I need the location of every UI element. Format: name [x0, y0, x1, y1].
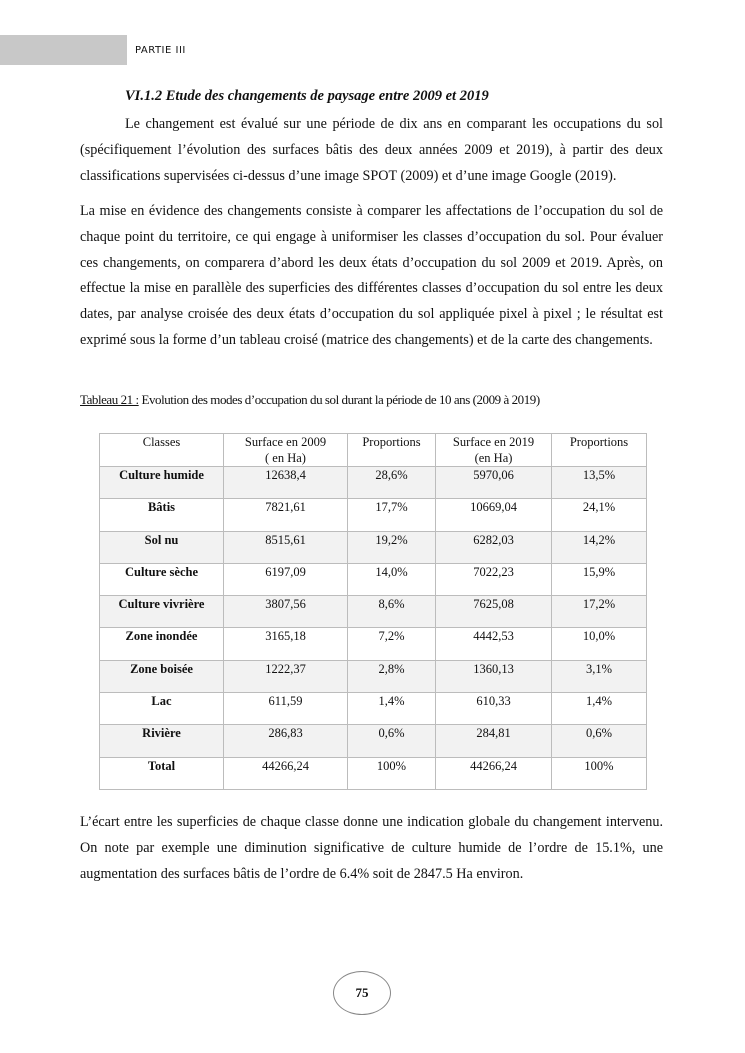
- table-row: [100, 660, 647, 692]
- value-cell: 2,8%: [348, 660, 436, 692]
- value-cell: 3165,18: [224, 628, 348, 660]
- column-header: Proportions: [348, 434, 436, 467]
- column-header: Proportions: [552, 434, 647, 467]
- paragraph-2: La mise en évidence des changements consiste à comparer les affectations de l’occupation du sol de chaque point du territoire, ce qui engage à uniformiser les classes d’occupation du sol. Pour évaluer ces changements, on comparera d’abord les deux états d’occupation du sol 2009 et 2019. Après, on effectue la mise en parallèle des superficies des différentes classes d’occupation du sol entre les deux dates, par analyse croisée des deux états d’occupation du sol appliquée pixel à pixel ; le résultat est exprimé sous la forme d’un tableau croisé (matrice des changements) et de la carte des changements.: [80, 203, 663, 348]
- value-cell: 284,81: [436, 725, 552, 757]
- paragraph-3: L’écart entre les superficies de chaque classe donne une indication globale du changement intervenu. On note par exemple une diminution significative de culture humide de l’ordre de 15.1%, une augmentation des surfaces bâtis de l’ordre de 6.4% soit de 2847.5 Ha environ.: [80, 814, 663, 882]
- class-name-cell: Rivière: [100, 725, 224, 757]
- table-row: [100, 531, 647, 563]
- value-cell: 8515,61: [224, 531, 348, 563]
- class-name-cell: Sol nu: [100, 531, 224, 563]
- table-row: [100, 628, 647, 660]
- value-cell: 100%: [552, 757, 647, 789]
- table-row: [100, 596, 647, 628]
- value-cell: 7625,08: [436, 596, 552, 628]
- class-name-cell: Culture humide: [100, 467, 224, 499]
- value-cell: 611,59: [224, 693, 348, 725]
- table-row: [100, 725, 647, 757]
- table-caption-label: Tableau 21 :: [80, 392, 139, 407]
- value-cell: 14,0%: [348, 563, 436, 595]
- column-header: Classes: [100, 434, 224, 467]
- column-header: Surface en 2009 ( en Ha): [224, 434, 348, 467]
- value-cell: 0,6%: [348, 725, 436, 757]
- table-caption: [80, 392, 680, 408]
- table-body: [100, 467, 647, 790]
- value-cell: 15,9%: [552, 563, 647, 595]
- value-cell: 10669,04: [436, 499, 552, 531]
- value-cell: 8,6%: [348, 596, 436, 628]
- value-cell: 12638,4: [224, 467, 348, 499]
- table-row: [100, 757, 647, 789]
- class-name-cell: Lac: [100, 693, 224, 725]
- land-use-table: [99, 433, 647, 790]
- class-name-cell: Culture vivrière: [100, 596, 224, 628]
- value-cell: 1222,37: [224, 660, 348, 692]
- value-cell: 1,4%: [348, 693, 436, 725]
- table-row: [100, 499, 647, 531]
- value-cell: 13,5%: [552, 467, 647, 499]
- value-cell: 7821,61: [224, 499, 348, 531]
- class-name-cell: Culture sèche: [100, 563, 224, 595]
- value-cell: 10,0%: [552, 628, 647, 660]
- table-row: [100, 563, 647, 595]
- value-cell: 3,1%: [552, 660, 647, 692]
- value-cell: 0,6%: [552, 725, 647, 757]
- page-number-text: 75: [355, 985, 369, 1000]
- class-name-cell: Total: [100, 757, 224, 789]
- value-cell: 17,2%: [552, 596, 647, 628]
- value-cell: 14,2%: [552, 531, 647, 563]
- value-cell: 100%: [348, 757, 436, 789]
- value-cell: 28,6%: [348, 467, 436, 499]
- value-cell: 7,2%: [348, 628, 436, 660]
- value-cell: 44266,24: [436, 757, 552, 789]
- class-name-cell: Zone inondée: [100, 628, 224, 660]
- value-cell: 3807,56: [224, 596, 348, 628]
- table-row: [100, 467, 647, 499]
- value-cell: 5970,06: [436, 467, 552, 499]
- part-header-label: PARTIE III: [135, 45, 186, 56]
- table-row: [100, 693, 647, 725]
- value-cell: 7022,23: [436, 563, 552, 595]
- page-number: [333, 971, 391, 1015]
- value-cell: 17,7%: [348, 499, 436, 531]
- value-cell: 44266,24: [224, 757, 348, 789]
- value-cell: 1360,13: [436, 660, 552, 692]
- value-cell: 19,2%: [348, 531, 436, 563]
- value-cell: 610,33: [436, 693, 552, 725]
- value-cell: 6282,03: [436, 531, 552, 563]
- section-title: VI.1.2 Etude des changements de paysage entre 2009 et 2019: [125, 88, 489, 104]
- table-caption-text: Evolution des modes d’occupation du sol durant la période de 10 ans (2009 à 2019): [138, 392, 540, 407]
- class-name-cell: Zone boisée: [100, 660, 224, 692]
- value-cell: 6197,09: [224, 563, 348, 595]
- header-bar: [0, 35, 127, 65]
- paragraph-1: Le changement est évalué sur une période de dix ans en comparant les occupations du sol (spécifiquement l’évolution des surfaces bâtis des deux années 2009 et 2019), à partir des deux classifications supervisées ci-dessus d’une image SPOT (2009) et d’une image Google (2019).: [80, 116, 663, 184]
- value-cell: 286,83: [224, 725, 348, 757]
- value-cell: 1,4%: [552, 693, 647, 725]
- value-cell: 4442,53: [436, 628, 552, 660]
- value-cell: 24,1%: [552, 499, 647, 531]
- column-header: Surface en 2019 (en Ha): [436, 434, 552, 467]
- table-header-row: [100, 434, 647, 467]
- class-name-cell: Bâtis: [100, 499, 224, 531]
